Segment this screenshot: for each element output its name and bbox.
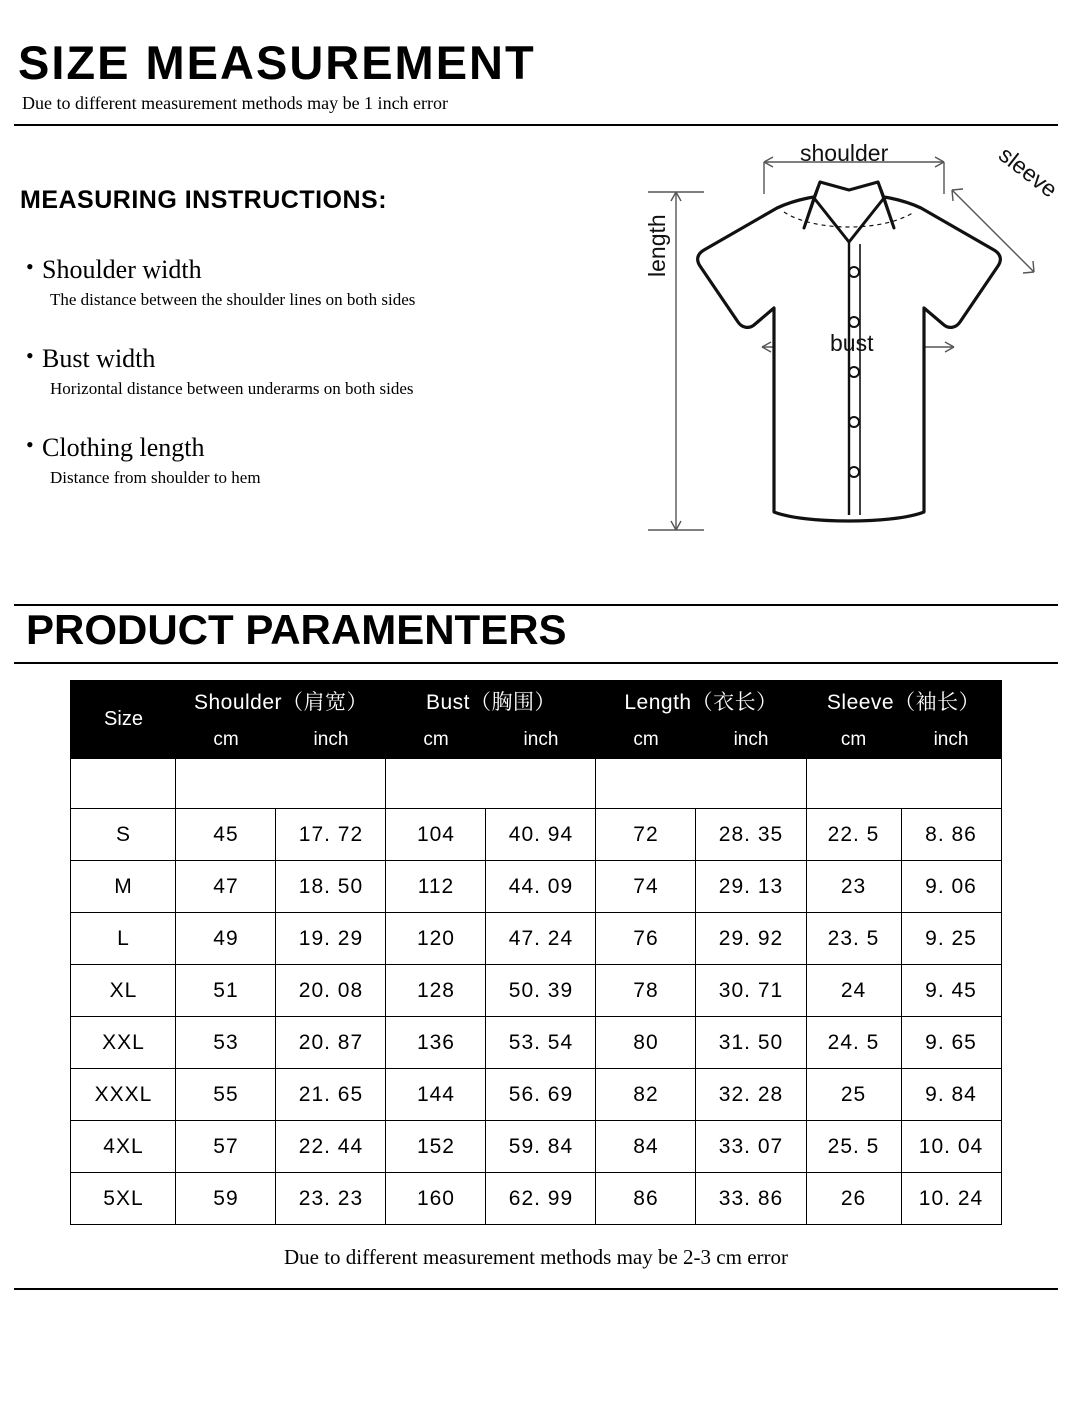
measuring-instructions [20, 186, 580, 522]
cell-shoulder-cm: 55 [176, 1069, 276, 1121]
cell-shoulder-cm: 59 [176, 1173, 276, 1225]
cell-bust-inch: 47. 24 [486, 913, 596, 965]
cell-bust-cm: 152 [386, 1121, 486, 1173]
table-header-length: Length（衣长） [596, 681, 806, 721]
table-spacer-row [71, 759, 1001, 809]
table-row [71, 809, 1001, 861]
cell-bust-cm: 120 [386, 913, 486, 965]
cell-bust-inch: 50. 39 [486, 965, 596, 1017]
cell-length-cm: 86 [596, 1173, 696, 1225]
cell-length-inch: 33. 07 [696, 1121, 806, 1173]
table-row [71, 965, 1001, 1017]
table-header-sleeve: Sleeve（袖长） [806, 681, 1001, 721]
cell-bust-inch: 44. 09 [486, 861, 596, 913]
cell-bust-inch: 53. 54 [486, 1017, 596, 1069]
table-header-shoulder: Shoulder（肩宽） [176, 681, 386, 721]
figure-label-shoulder: shoulder [800, 140, 889, 167]
cell-length-cm: 84 [596, 1121, 696, 1173]
cell-length-cm: 82 [596, 1069, 696, 1121]
instruction-title: • Bust width [42, 344, 580, 374]
cell-bust-cm: 104 [386, 809, 486, 861]
cell-shoulder-inch: 23. 23 [276, 1173, 386, 1225]
unit-bust-inch: inch [486, 721, 596, 759]
cell-length-cm: 78 [596, 965, 696, 1017]
cell-sleeve-inch: 8. 86 [901, 809, 1001, 861]
unit-length-cm: cm [596, 721, 696, 759]
cell-shoulder-inch: 20. 87 [276, 1017, 386, 1069]
cell-sleeve-inch: 9. 06 [901, 861, 1001, 913]
page-header [0, 0, 1072, 114]
row-size: S [71, 809, 176, 861]
shirt-diagram [634, 132, 1064, 562]
row-size: M [71, 861, 176, 913]
table-footnote: Due to different measurement methods may be 2-3 cm error [283, 1245, 789, 1270]
cell-sleeve-inch: 9. 25 [901, 913, 1001, 965]
cell-length-cm: 76 [596, 913, 696, 965]
spacer-cell [806, 759, 1001, 809]
row-size: XXL [71, 1017, 176, 1069]
row-size: XXXL [71, 1069, 176, 1121]
cell-shoulder-inch: 20. 08 [276, 965, 386, 1017]
cell-length-inch: 32. 28 [696, 1069, 806, 1121]
spacer-cell [386, 759, 596, 809]
spacer-cell [71, 759, 176, 809]
measuring-section [0, 126, 1072, 596]
cell-shoulder-cm: 47 [176, 861, 276, 913]
table-row [71, 913, 1001, 965]
row-size: XL [71, 965, 176, 1017]
instruction-desc: The distance between the shoulder lines on both sides [50, 290, 416, 310]
table-row [71, 1121, 1001, 1173]
instructions-heading: MEASURING INSTRUCTIONS: [20, 186, 388, 215]
cell-length-inch: 30. 71 [696, 965, 806, 1017]
instruction-item [20, 344, 580, 399]
row-size: L [71, 913, 176, 965]
size-table [70, 680, 1001, 1225]
figure-label-sleeve: sleeve [993, 141, 1062, 203]
cell-shoulder-cm: 57 [176, 1121, 276, 1173]
page-title: SIZE MEASUREMENT [18, 36, 536, 89]
cell-bust-inch: 40. 94 [486, 809, 596, 861]
header-note: Due to different measurement methods may be 1 inch error [22, 93, 449, 114]
cell-length-cm: 72 [596, 809, 696, 861]
table-row [71, 1069, 1001, 1121]
cell-shoulder-inch: 19. 29 [276, 913, 386, 965]
figure-label-length: length [644, 214, 670, 278]
cell-shoulder-cm: 51 [176, 965, 276, 1017]
table-row [71, 1017, 1001, 1069]
instruction-title: • Clothing length [42, 433, 580, 463]
unit-shoulder-cm: cm [176, 721, 276, 759]
cell-shoulder-inch: 17. 72 [276, 809, 386, 861]
cell-sleeve-inch: 10. 24 [901, 1173, 1001, 1225]
figure-label-bust: bust [830, 330, 874, 357]
cell-shoulder-cm: 49 [176, 913, 276, 965]
row-size: 4XL [71, 1121, 176, 1173]
cell-sleeve-cm: 25 [806, 1069, 901, 1121]
table-row [71, 861, 1001, 913]
cell-bust-cm: 144 [386, 1069, 486, 1121]
cell-shoulder-inch: 22. 44 [276, 1121, 386, 1173]
cell-length-inch: 33. 86 [696, 1173, 806, 1225]
instruction-item [20, 433, 580, 488]
parameters-title: PRODUCT PARAMENTERS [26, 606, 567, 654]
cell-shoulder-cm: 53 [176, 1017, 276, 1069]
cell-sleeve-cm: 25. 5 [806, 1121, 901, 1173]
cell-bust-cm: 112 [386, 861, 486, 913]
cell-shoulder-inch: 21. 65 [276, 1069, 386, 1121]
cell-sleeve-cm: 24 [806, 965, 901, 1017]
instruction-desc: Distance from shoulder to hem [50, 468, 261, 488]
cell-sleeve-cm: 22. 5 [806, 809, 901, 861]
cell-length-inch: 29. 13 [696, 861, 806, 913]
cell-length-inch: 28. 35 [696, 809, 806, 861]
cell-sleeve-cm: 26 [806, 1173, 901, 1225]
cell-bust-cm: 136 [386, 1017, 486, 1069]
instruction-item [20, 255, 580, 310]
table-header-bust: Bust（胸围） [386, 681, 596, 721]
row-size: 5XL [71, 1173, 176, 1225]
unit-sleeve-inch: inch [901, 721, 1001, 759]
cell-bust-cm: 128 [386, 965, 486, 1017]
cell-bust-cm: 160 [386, 1173, 486, 1225]
cell-bust-inch: 56. 69 [486, 1069, 596, 1121]
cell-bust-inch: 62. 99 [486, 1173, 596, 1225]
cell-shoulder-cm: 45 [176, 809, 276, 861]
cell-sleeve-inch: 9. 45 [901, 965, 1001, 1017]
unit-shoulder-inch: inch [276, 721, 386, 759]
spacer-cell [176, 759, 386, 809]
instruction-title: • Shoulder width [42, 255, 580, 285]
cell-length-cm: 80 [596, 1017, 696, 1069]
cell-length-inch: 29. 92 [696, 913, 806, 965]
cell-length-cm: 74 [596, 861, 696, 913]
cell-bust-inch: 59. 84 [486, 1121, 596, 1173]
spacer-cell [596, 759, 806, 809]
cell-sleeve-cm: 23. 5 [806, 913, 901, 965]
table-header-size: Size [71, 681, 176, 759]
cell-sleeve-cm: 24. 5 [806, 1017, 901, 1069]
cell-sleeve-inch: 10. 04 [901, 1121, 1001, 1173]
footer-divider [14, 1288, 1058, 1290]
instruction-desc: Horizontal distance between underarms on both sides [50, 379, 414, 399]
cell-sleeve-cm: 23 [806, 861, 901, 913]
table-row [71, 1173, 1001, 1225]
unit-sleeve-cm: cm [806, 721, 901, 759]
cell-shoulder-inch: 18. 50 [276, 861, 386, 913]
unit-bust-cm: cm [386, 721, 486, 759]
cell-sleeve-inch: 9. 84 [901, 1069, 1001, 1121]
parameters-bottom-divider [14, 662, 1058, 664]
product-parameters-section [0, 604, 1072, 1290]
unit-length-inch: inch [696, 721, 806, 759]
cell-sleeve-inch: 9. 65 [901, 1017, 1001, 1069]
cell-length-inch: 31. 50 [696, 1017, 806, 1069]
